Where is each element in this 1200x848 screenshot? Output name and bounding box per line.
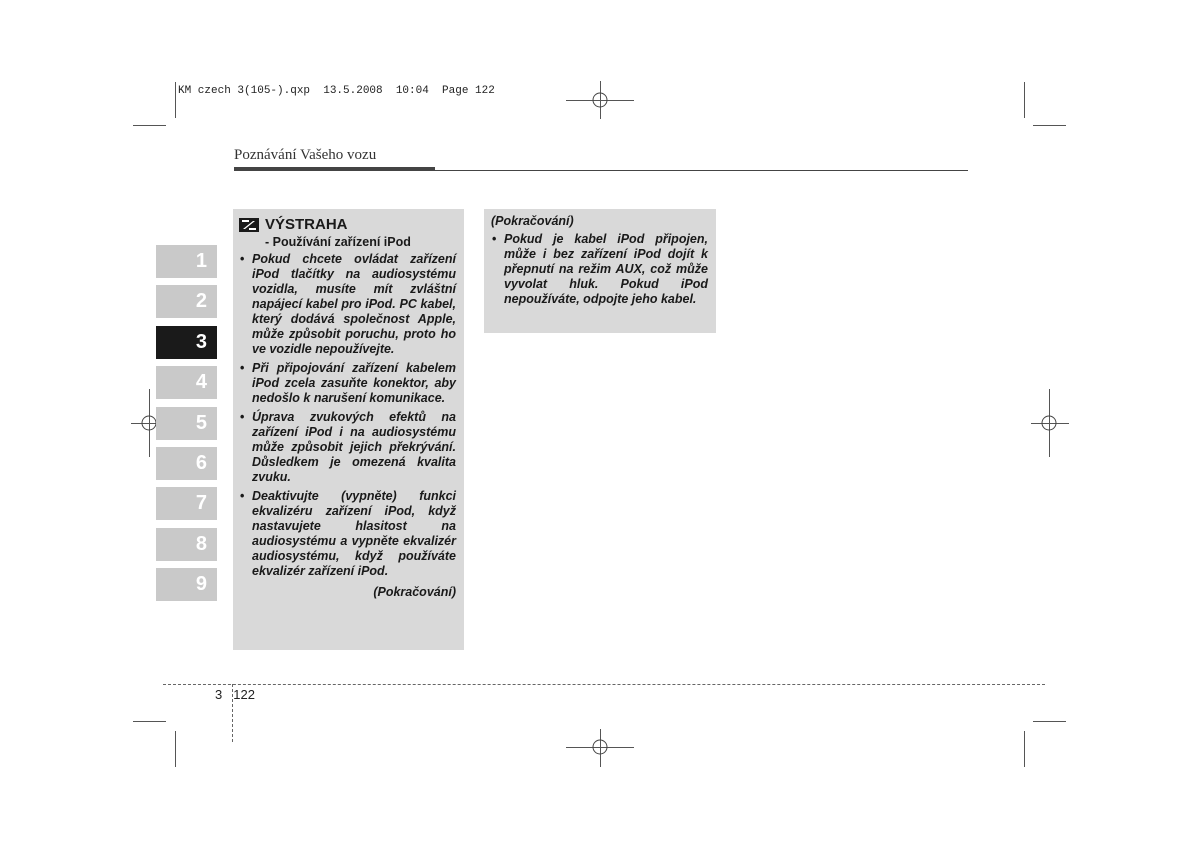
warning-list <box>239 252 456 579</box>
chapter-tab-6[interactable]: 6 <box>156 447 217 480</box>
chapter-tab-9[interactable]: 9 <box>156 568 217 601</box>
warning-subtitle: - Používání zařízení iPod <box>265 235 411 249</box>
section-title: Poznávání Vašeho vozu <box>234 147 377 163</box>
chapter-tab-3[interactable]: 3 <box>156 326 217 359</box>
continued-label: (Pokračování) <box>373 585 456 599</box>
chapter-tabs <box>156 245 217 609</box>
crop-mark <box>133 721 166 722</box>
list-item: • Úprava zvukových efektů na zařízení iPod i na audiosystému může způsobit jejich překrývání. Důsledkem je omezená kvalita zvuku. <box>239 410 456 485</box>
print-header: KM czech 3(105-).qxp 13.5.2008 10:04 Page 122 <box>178 85 495 97</box>
registration-mark-icon <box>590 90 610 110</box>
list-item: • Pokud je kabel iPod připojen, může i bez zařízení iPod dojít k přepnutí na režim AUX, což může vyvolat hluk. Pokud iPod nepoužíváte, odpojte jeho kabel. <box>491 232 708 307</box>
crop-mark <box>1033 721 1066 722</box>
registration-mark-icon <box>1039 413 1059 433</box>
continuation-box <box>484 209 716 333</box>
crop-mark <box>1033 125 1066 126</box>
section-rule <box>234 170 968 171</box>
crop-mark <box>1024 731 1025 767</box>
crop-mark <box>175 82 176 118</box>
chapter-tab-5[interactable]: 5 <box>156 407 217 440</box>
footer-divider <box>163 684 1045 685</box>
chapter-tab-4[interactable]: 4 <box>156 366 217 399</box>
chapter-tab-1[interactable]: 1 <box>156 245 217 278</box>
list-item: • Při připojování zařízení kabelem iPod zcela zasuňte konektor, aby nedošlo k narušení komunikace. <box>239 361 456 406</box>
chapter-tab-7[interactable]: 7 <box>156 487 217 520</box>
continuation-header: (Pokračování) <box>491 214 574 228</box>
warning-heading <box>239 216 456 233</box>
page-number-value: 122 <box>233 687 255 702</box>
registration-mark-icon <box>590 737 610 757</box>
chapter-tab-8[interactable]: 8 <box>156 528 217 561</box>
crop-mark <box>175 731 176 767</box>
crop-mark <box>1024 82 1025 118</box>
continuation-list <box>491 232 708 307</box>
warning-title: VÝSTRAHA <box>265 216 348 233</box>
chapter-number: 3 <box>215 687 223 702</box>
warning-box <box>233 209 464 650</box>
chapter-tab-2[interactable]: 2 <box>156 285 217 318</box>
crop-mark <box>133 125 166 126</box>
warning-icon <box>239 218 259 232</box>
page-number <box>215 687 255 702</box>
list-item: • Deaktivujte (vypněte) funkci ekvalizéru zařízení iPod, když nastavujete hlasitost na audiosystému a vypněte ekvalizér audiosystému, když používáte ekvalizér zařízení iPod. <box>239 489 456 579</box>
list-item: • Pokud chcete ovládat zařízení iPod tlačítky na audiosystému vozidla, musíte mít zvláštní napájecí kabel pro iPod. PC kabel, který dodává společnost Apple, může způsobit poruchu, proto ho ve vozidle nepoužívejte. <box>239 252 456 357</box>
